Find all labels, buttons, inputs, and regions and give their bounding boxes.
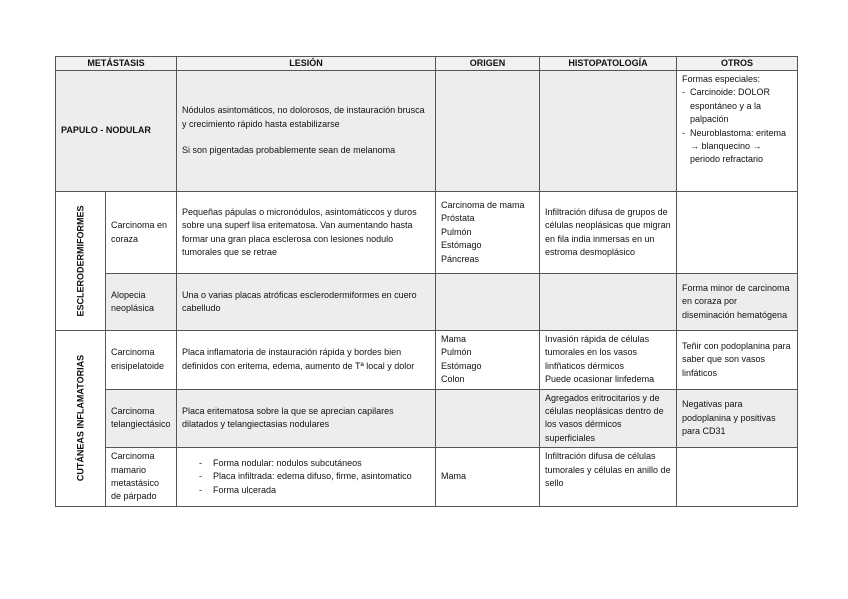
papulo-otros-item: - Carcinoide: DOLOR espontáneo y a la palpación xyxy=(682,86,792,126)
row-alopecia-neoplasica xyxy=(56,274,798,331)
parpado-histo: Infiltración difusa de células tumorales y células en anillo de sello xyxy=(540,448,677,507)
group-label-esclerodermiformes xyxy=(56,192,106,331)
erisipelatoide-name: Carcinoma erisipelatoide xyxy=(106,331,177,390)
header-lesion: LESIÓN xyxy=(177,57,436,71)
esclerodermiformes-label: ESCLERODERMIFORMES xyxy=(74,205,85,317)
papulo-otros xyxy=(677,71,798,192)
coraza-origen xyxy=(436,192,540,274)
origen-item: Pulmón xyxy=(441,347,472,358)
origen-item: Colon xyxy=(441,374,465,385)
row-papulo-nodular xyxy=(56,71,798,192)
row-carcinoma-coraza xyxy=(56,192,798,274)
coraza-histo: Infiltración difusa de grupos de células neoplásicas que migran en fila india inmersas en un estroma desmoplásico xyxy=(540,192,677,274)
header-metastasis: METÁSTASIS xyxy=(56,57,177,71)
papulo-histo xyxy=(540,71,677,192)
papulo-otros-intro: Formas especiales: xyxy=(682,74,761,84)
papulo-origen xyxy=(436,71,540,192)
alopecia-name: Alopecia neoplásica xyxy=(106,274,177,331)
origen-item: Estómago xyxy=(441,360,482,371)
alopecia-histo xyxy=(540,274,677,331)
alopecia-lesion: Una o varias placas atróficas esclerodermiformes en cuero cabelludo xyxy=(177,274,436,331)
telangiectasico-histo: Agregados eritrocitarios y de células neoplásicas dentro de los vasos dérmicos superficiales xyxy=(540,389,677,448)
origen-item: Carcinoma de mama xyxy=(441,199,525,210)
group-label-cutaneas-inflamatorias xyxy=(56,331,106,507)
histo-item: Invasión rápida de células tumorales en los vasos linfñaticos dérmicos xyxy=(545,334,650,371)
alopecia-otros: Forma minor de carcinoma en coraza por diseminación hematógena xyxy=(677,274,798,331)
erisipelatoide-lesion: Placa inflamatoria de instauración rápida y bordes bien definidos con eritema, edema, aumento de Tª local y dolor xyxy=(177,331,436,390)
coraza-lesion: Pequeñas pápulas o micronódulos, asintomáticcos y duros sobre una superf lisa eritematosa. Van aumentando hasta formar una gran placa esclerosa con lesiones nodulo tumorales que se retrae xyxy=(177,192,436,274)
alopecia-origen xyxy=(436,274,540,331)
parpado-otros xyxy=(677,448,798,507)
cutaneas-inflamatorias-label: CUTÁNEAS INFLAMATORIAS xyxy=(74,355,85,482)
telangiectasico-origen xyxy=(436,389,540,448)
metastasis-table xyxy=(55,56,798,507)
origen-item: Próstata xyxy=(441,213,475,224)
header-origen: ORIGEN xyxy=(436,57,540,71)
origen-item: Páncreas xyxy=(441,253,480,264)
header-otros: OTROS xyxy=(677,57,798,71)
origen-item: Pulmón xyxy=(441,226,472,237)
lesion-list-item: - Forma nodular: nodulos subcutáneos xyxy=(199,457,430,470)
papulo-lesion xyxy=(177,71,436,192)
lesion-list-item: - Placa infiltrada: edema difuso, firme, asintomatico xyxy=(199,470,430,483)
erisipelatoide-origen xyxy=(436,331,540,390)
papulo-label: PAPULO - NODULAR xyxy=(56,71,177,192)
papulo-lesion-p1: Nódulos asintomáticos, no dolorosos, de instauración brusca y crecimiento rápido hasta estabilizarse xyxy=(182,105,425,129)
header-histopatologia: HISTOPATOLOGÍA xyxy=(540,57,677,71)
papulo-lesion-p2: Si son pigentadas probablemente sean de melanoma xyxy=(182,145,396,156)
telangiectasico-lesion: Placa eritematosa sobre la que se aprecian capilares dilatados y telangiectasias nodulares xyxy=(177,389,436,448)
parpado-name: Carcinoma mamario metastásico de párpado xyxy=(106,448,177,507)
row-carcinoma-parpado xyxy=(56,448,798,507)
row-carcinoma-telangiectasico xyxy=(56,389,798,448)
header-row xyxy=(56,57,798,71)
papulo-otros-item: - Neuroblastoma: eritema → blanquecino → periodo refractario xyxy=(682,127,792,167)
telangiectasico-name: Carcinoma telangiectásico xyxy=(106,389,177,448)
erisipelatoide-histo xyxy=(540,331,677,390)
parpado-lesion xyxy=(177,448,436,507)
coraza-name: Carcinoma en coraza xyxy=(106,192,177,274)
origen-item: Estómago xyxy=(441,240,482,251)
parpado-origen: Mama xyxy=(436,448,540,507)
row-carcinoma-erisipelatoide xyxy=(56,331,798,390)
histo-item: Puede ocasionar linfedema xyxy=(545,374,655,385)
coraza-otros xyxy=(677,192,798,274)
lesion-list-item: - Forma ulcerada xyxy=(199,484,430,497)
telangiectasico-otros: Negativas para podoplanina y positivas para CD31 xyxy=(677,389,798,448)
erisipelatoide-otros: Teñir con podoplanina para saber que son vasos linfáticos xyxy=(677,331,798,390)
origen-item: Mama xyxy=(441,334,467,344)
